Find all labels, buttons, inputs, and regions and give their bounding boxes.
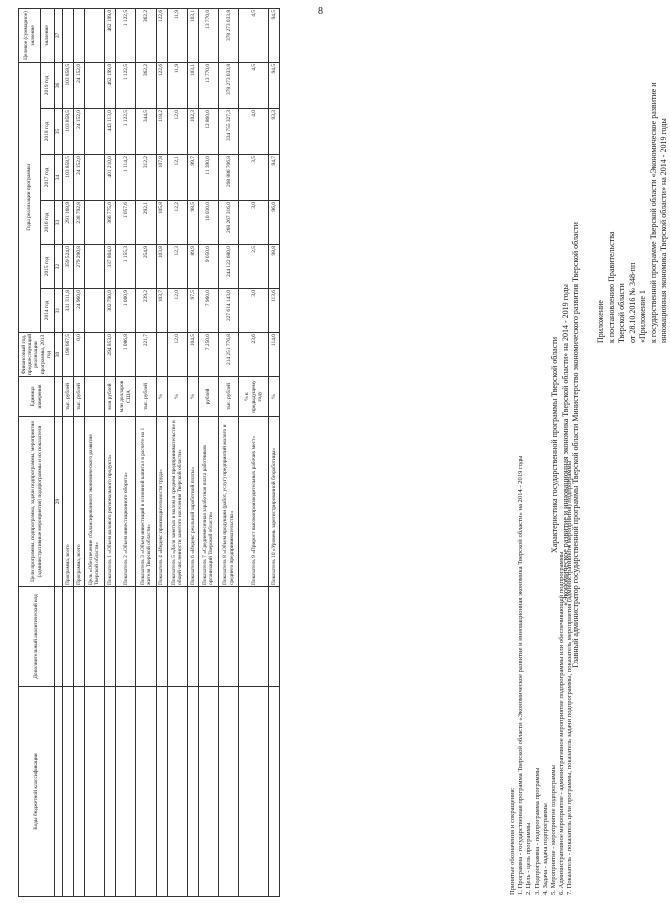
- year-label: 2018 год: [41, 109, 55, 155]
- note-line: 1. Программа - государственная программа Тверской области «Экономическое развитие и инновационная экономика Тверской области» на 2014 - 2019 годы: [517, 455, 525, 895]
- note-line: 6. Административное мероприятие - административное мероприятие подпрограммы или обеспечивающей подпрограммы: [558, 551, 566, 895]
- cell-year-value: 268 267 316,0: [219, 201, 239, 245]
- cell-year-value: 103 858,5: [63, 109, 74, 155]
- cell-name: Программа, всего: [73, 417, 84, 587]
- cell-year-value: 401 210,0: [105, 155, 116, 201]
- cell-additional-code: [156, 587, 167, 687]
- cell-year-value: 3,0: [239, 289, 269, 333]
- note-line: 3. Подпрограмма - подпрограмма программы: [533, 767, 541, 895]
- cell-base-value: [84, 333, 104, 377]
- cell-base-value: 214 251 776,8: [219, 333, 239, 377]
- cell-year-value: 312,2: [136, 155, 156, 201]
- cell-year-value: 1 114,2: [116, 155, 136, 201]
- cell-year-value: [84, 62, 104, 108]
- cell-year-value: 366 775,0: [105, 201, 116, 245]
- cell-base-value: 12,0: [167, 333, 187, 377]
- appendix-note: [596, 0, 670, 343]
- cell-year-value: 462 199,0: [105, 62, 116, 108]
- cell-base-value: 0,0: [73, 333, 84, 377]
- year-label: 2015 год: [41, 245, 55, 289]
- cell-year-value: 12,0: [167, 289, 187, 333]
- cell-unit: % к предыдущему году: [239, 377, 269, 417]
- table-row: [187, 8, 198, 896]
- cell-year-value: 279 290,8: [73, 245, 84, 289]
- cell-year-value: [73, 8, 84, 62]
- table-row: [63, 8, 74, 896]
- year-label: 2017 год: [41, 155, 55, 201]
- appendix-line: к государственной программе Тверской области «Экономическое развитие и: [648, 82, 658, 343]
- cell-year-value: 11 390,0: [198, 155, 218, 201]
- cell-year-value: [63, 8, 74, 62]
- appendix-line: «Приложение 1: [638, 290, 647, 343]
- cell-year-value: 11,9: [167, 62, 187, 108]
- cell-year-value: 103,8: [156, 245, 167, 289]
- cell-base-value: 104,5: [187, 333, 198, 377]
- cell-year-value: 362,2: [136, 8, 156, 62]
- cell-year-value: 244 122 680,0: [219, 245, 239, 289]
- cell-year-value: 113,6: [269, 289, 280, 333]
- cell-year-value: 298 886 706,8: [219, 155, 239, 201]
- header-name: Цели программы, подпрограмма, задачи подпрограммы, мероприятия (административные мероприятия) подпрограммы и их показатели: [19, 417, 55, 587]
- cell-year-value: 1 122,5: [116, 8, 136, 62]
- cell-name: Показатель 3 «Объем инвестиций в основной капитал в расчете на 1 жителя Тверской области»: [136, 417, 156, 587]
- note-line: 4. Задача - задача подпрограммы: [541, 803, 549, 895]
- cell-base-value: 221,7: [136, 333, 156, 377]
- cell-year-value: 1 122,5: [116, 109, 136, 155]
- cell-base-value: [156, 333, 167, 377]
- column-number: 37: [55, 8, 63, 62]
- note-line: 5. Мероприятие - мероприятие подпрограммы: [550, 765, 558, 895]
- header-base-year: Финансовый год, предшествующий реализации программы, 2013 год: [19, 333, 55, 377]
- cell-unit: %: [269, 377, 280, 417]
- appendix-line: Тверской области: [617, 283, 626, 343]
- table-row: [73, 8, 84, 896]
- cell-year-value: 122,6: [156, 62, 167, 108]
- cell-year-value: 2,5: [239, 245, 269, 289]
- cell-year-value: [84, 8, 104, 62]
- cell-base-value: 294 853,0: [105, 333, 116, 377]
- cell-year-value: 9 050,0: [198, 245, 218, 289]
- cell-name: Показатель 5 «Доля занятых в малом и среднем предпринимательстве в общей численности занятого населения Тверской области»: [167, 417, 187, 587]
- table-row: [116, 8, 136, 896]
- cell-year-value: 238 792,8: [73, 201, 84, 245]
- column-number: [55, 377, 63, 417]
- table-row: [219, 8, 239, 896]
- cell-year-value: 103 858,5: [63, 62, 74, 108]
- cell-year-value: 103,7: [156, 289, 167, 333]
- cell-year-value: 93,3: [269, 109, 280, 155]
- cell-year-value: 103,1: [187, 62, 198, 108]
- note-line: 2. Цель - цель программы: [525, 822, 533, 895]
- cell-additional-code: [269, 587, 280, 687]
- cell-budget-code: [116, 687, 136, 897]
- cell-unit: тыс. рублей: [73, 377, 84, 417]
- cell-year-value: 89,9: [187, 245, 198, 289]
- cell-year-value: 12 860,0: [198, 109, 218, 155]
- cell-year-value: 227 614 143,0: [219, 289, 239, 333]
- note-line: Принятые обозначения и сокращения:: [509, 787, 516, 895]
- cell-year-value: 122,6: [156, 8, 167, 62]
- cell-year-value: 3,0: [239, 201, 269, 245]
- cell-year-value: 94,7: [269, 155, 280, 201]
- cell-year-value: 103,1: [187, 8, 198, 62]
- cell-additional-code: [116, 587, 136, 687]
- cell-year-value: 13 770,0: [198, 8, 218, 62]
- header-additional-code: Дополнительный аналитический код: [19, 587, 55, 687]
- cell-budget-code: [269, 687, 280, 897]
- cell-additional-code: [73, 587, 84, 687]
- cell-year-value: 334 755 327,3: [219, 109, 239, 155]
- cell-name: Цель «Обеспечение сбалансированного экономического развития Тверской области»: [84, 417, 104, 587]
- cell-name: Показатель 2 «Объем инвестиционного оборота»: [116, 417, 136, 587]
- cell-additional-code: [105, 587, 116, 687]
- year-label: 2014 год: [41, 289, 55, 333]
- cell-year-value: 12,1: [167, 155, 187, 201]
- heading-line: Главный администратор государственной программы Тверской области Министерство экономического развития Тверской области: [571, 222, 580, 668]
- program-characteristics-table: [18, 8, 280, 897]
- cell-name: Показатель 9 «Прирост высокопроизводительных рабочих мест»: [239, 417, 269, 587]
- cell-year-value: [84, 155, 104, 201]
- cell-year-value: 239,2: [136, 289, 156, 333]
- cell-additional-code: [198, 587, 218, 687]
- cell-unit: тыс. рублей: [63, 377, 74, 417]
- cell-year-value: 12,3: [167, 245, 187, 289]
- cell-year-value: 97,5: [187, 289, 198, 333]
- cell-year-value: 1 155,3: [116, 245, 136, 289]
- cell-name: Показатель 7 «Среднемесячная заработная плата работников организаций Тверской области»: [198, 417, 218, 587]
- table-row: [105, 8, 116, 896]
- year-label: значение: [41, 8, 55, 62]
- cell-budget-code: [156, 687, 167, 897]
- cell-year-value: 98,8: [269, 245, 280, 289]
- appendix-line: к постановлению Правительства: [606, 231, 616, 343]
- cell-unit: %: [156, 377, 167, 417]
- cell-year-value: 254,9: [136, 245, 156, 289]
- cell-additional-code: [219, 587, 239, 687]
- cell-year-value: 4,0: [239, 109, 269, 155]
- cell-additional-code: [239, 587, 269, 687]
- header-budget-codes: Коды бюджетной классификации: [19, 687, 55, 897]
- cell-year-value: 13 770,0: [198, 62, 218, 108]
- cell-name: Показатель 10 «Уровень зарегистрированной безработицы»: [269, 417, 280, 587]
- cell-year-value: [84, 289, 104, 333]
- year-label: 2019 год: [41, 62, 55, 108]
- cell-year-value: 103 858,5: [63, 155, 74, 201]
- heading-line: Характеристика государственной программы Тверской области: [550, 336, 559, 554]
- heading-line: «Экономическое развитие и инновационная экономика Тверской области» на 2014 - 2019 годы: [560, 284, 570, 606]
- cell-year-value: 107,8: [156, 155, 167, 201]
- cell-year-value: 24 152,0: [73, 155, 84, 201]
- cell-year-value: 1 122,5: [116, 62, 136, 108]
- cell-base-value: 1 086,8: [116, 333, 136, 377]
- cell-base-value: 198 667,5: [63, 333, 74, 377]
- cell-unit: млн рублей: [105, 377, 116, 417]
- cell-year-value: 7 960,0: [198, 289, 218, 333]
- column-number: 29: [55, 417, 63, 587]
- column-number: [55, 687, 63, 897]
- cell-base-value: 23,6: [239, 333, 269, 377]
- page-number: 8: [318, 6, 323, 17]
- cell-year-value: 98,5: [187, 201, 198, 245]
- table-row: [239, 8, 269, 896]
- column-number: [55, 587, 63, 687]
- header-unit: Единица измерения: [19, 377, 55, 417]
- cell-year-value: 94,5: [269, 8, 280, 62]
- cell-year-value: 105,8: [156, 201, 167, 245]
- appendix-line: инновационная экономика Тверской области» на 2014 - 2019 годы: [659, 118, 668, 343]
- cell-year-value: 96,0: [269, 201, 280, 245]
- cell-year-value: 1 057,6: [116, 201, 136, 245]
- cell-year-value: 24 152,0: [73, 109, 84, 155]
- cell-year-value: 443 113,0: [105, 109, 116, 155]
- cell-budget-code: [167, 687, 187, 897]
- cell-additional-code: [84, 587, 104, 687]
- cell-year-value: 102,3: [187, 109, 198, 155]
- cell-unit: тыс. рублей: [219, 377, 239, 417]
- cell-year-value: 1 000,9: [116, 289, 136, 333]
- cell-year-value: 378 273 033,8: [219, 8, 239, 62]
- cell-year-value: 11,9: [167, 8, 187, 62]
- table-row: [136, 8, 156, 896]
- column-number: 36: [55, 62, 63, 108]
- cell-unit: %: [167, 377, 187, 417]
- appendix-line: Приложение: [596, 300, 605, 343]
- cell-year-value: 331 311,8: [63, 289, 74, 333]
- cell-name: Показатель 1 «Объем валового регионального продукта»: [105, 417, 116, 587]
- cell-budget-code: [239, 687, 269, 897]
- cell-unit: тыс. рублей: [136, 377, 156, 417]
- column-number: 32: [55, 245, 63, 289]
- cell-year-value: [84, 245, 104, 289]
- cell-additional-code: [63, 587, 74, 687]
- cell-budget-code: [84, 687, 104, 897]
- cell-year-value: 462 199,0: [105, 8, 116, 62]
- column-number: 31: [55, 289, 63, 333]
- cell-budget-code: [63, 687, 74, 897]
- cell-budget-code: [105, 687, 116, 897]
- cell-year-value: 378 273 033,8: [219, 62, 239, 108]
- cell-year-value: 12,0: [167, 109, 187, 155]
- cell-name: Программа, всего: [63, 417, 74, 587]
- appendix-line: от 28.10.2016 № 348-пп: [627, 262, 637, 343]
- cell-budget-code: [187, 687, 198, 897]
- cell-year-value: 99,7: [187, 155, 198, 201]
- table-row: [167, 8, 187, 896]
- cell-additional-code: [136, 587, 156, 687]
- cell-year-value: 302 790,0: [105, 289, 116, 333]
- cell-year-value: 24 960,0: [73, 289, 84, 333]
- cell-year-value: 12,2: [167, 201, 187, 245]
- table-row: [269, 8, 280, 896]
- cell-budget-code: [73, 687, 84, 897]
- note-line: 7. Показатель - показатель цели программы, показатель задачи подпрограммы, показатель мероприятия (административного мероприятия) подпрограммы: [566, 460, 574, 895]
- cell-year-value: 3,5: [239, 155, 269, 201]
- cell-name: Показатель 4 «Индекс производительности труда»: [156, 417, 167, 587]
- table-row: [198, 8, 218, 896]
- table-row: [156, 8, 167, 896]
- cell-year-value: 4,5: [239, 8, 269, 62]
- cell-year-value: 344,5: [136, 109, 156, 155]
- cell-year-value: 24 152,0: [73, 62, 84, 108]
- cell-budget-code: [219, 687, 239, 897]
- column-number: 33: [55, 201, 63, 245]
- cell-year-value: 359 524,0: [63, 245, 74, 289]
- cell-year-value: 362,2: [136, 62, 156, 108]
- table-row: [84, 8, 104, 896]
- cell-base-value: 114,0: [269, 333, 280, 377]
- cell-budget-code: [198, 687, 218, 897]
- cell-year-value: [84, 201, 104, 245]
- cell-name: Показатель 6 «Индекс реальной заработной платы»: [187, 417, 198, 587]
- cell-name: Показатель 8 «Объем продукции (работ, услуг) предприятий малого и среднего предпринимательства»: [219, 417, 239, 587]
- cell-year-value: 94,5: [269, 62, 280, 108]
- cell-year-value: 4,5: [239, 62, 269, 108]
- cell-year-value: 291 168,9: [63, 201, 74, 245]
- cell-unit: млн долларов США: [116, 377, 136, 417]
- cell-unit: %: [187, 377, 198, 417]
- column-number: 30: [55, 333, 63, 377]
- header-years: Годы реализации программы: [19, 62, 41, 332]
- column-number: 35: [55, 109, 63, 155]
- column-number: 34: [55, 155, 63, 201]
- cell-base-value: 7 250,0: [198, 333, 218, 377]
- cell-additional-code: [167, 587, 187, 687]
- cell-year-value: 337 804,0: [105, 245, 116, 289]
- cell-year-value: 118,2: [156, 109, 167, 155]
- abbreviations-notes: [509, 75, 575, 895]
- year-label: 2016 год: [41, 201, 55, 245]
- header-target: Целевое (суммарное) значение: [19, 8, 41, 62]
- cell-budget-code: [136, 687, 156, 897]
- cell-unit: рублей: [198, 377, 218, 417]
- cell-year-value: [84, 109, 104, 155]
- cell-unit: [84, 377, 104, 417]
- cell-year-value: 292,1: [136, 201, 156, 245]
- cell-year-value: 10 030,0: [198, 201, 218, 245]
- cell-additional-code: [187, 587, 198, 687]
